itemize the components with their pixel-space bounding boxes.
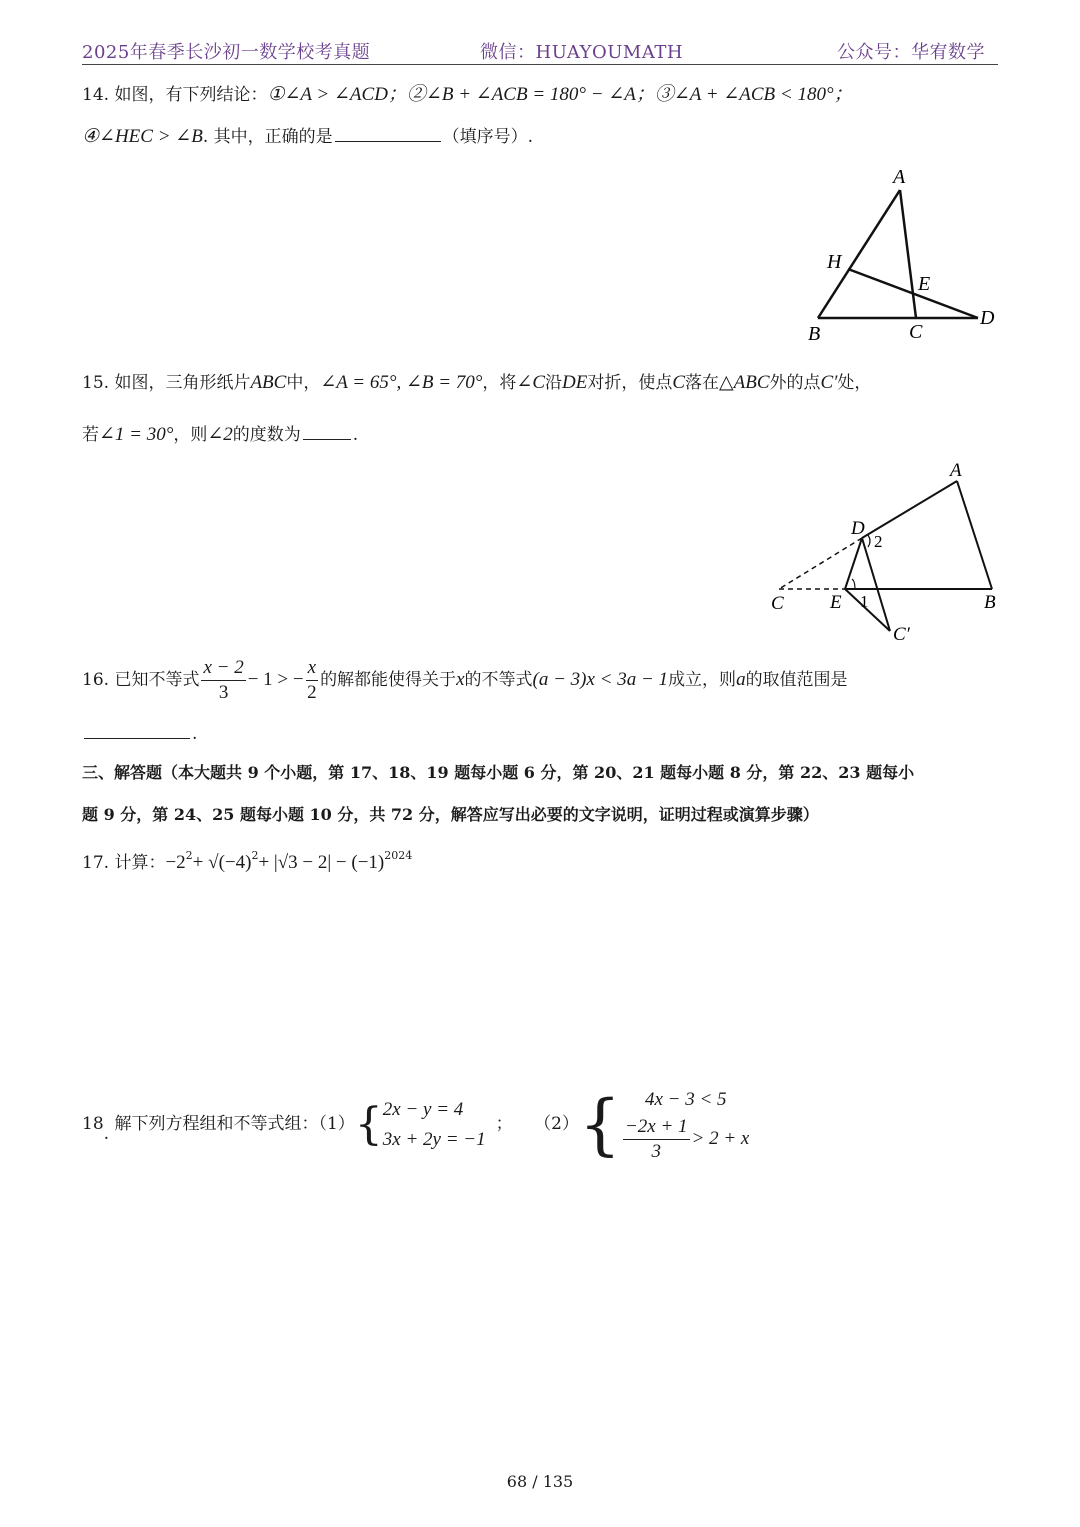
- q18-dot: .: [103, 1124, 110, 1144]
- q18-part2-eq1: 4x − 3 < 5: [644, 1089, 727, 1110]
- q14-number: 14.: [82, 85, 110, 105]
- q14-line1: [82, 83, 853, 107]
- q15-text: 处，: [837, 373, 872, 393]
- q18-part2-num: −2x + 1: [623, 1115, 690, 1140]
- q16-line2: [82, 722, 197, 746]
- q15-text: 落在: [685, 373, 720, 393]
- q14-conclusion-4: ④∠HEC > ∠B: [82, 126, 203, 147]
- q14-line2: [82, 125, 533, 149]
- q14-label-B: B: [808, 323, 821, 345]
- q18-part1-system: [383, 1095, 486, 1155]
- q16-var-a: a: [736, 669, 746, 690]
- q14-intro: 如图，有下列结论：: [114, 85, 268, 105]
- q17-term3: + |√3 − 2| − (−1): [258, 852, 385, 873]
- q16-frac1-den: 3: [218, 682, 229, 703]
- q16-text: 已知不等式: [114, 670, 200, 690]
- q18-part2-fraction: [623, 1115, 690, 1164]
- q15-label-2: 2: [874, 532, 883, 551]
- q16-number: 16.: [82, 670, 110, 690]
- q16-text: .: [192, 724, 198, 744]
- q18-part2-label: （2）: [542, 1114, 579, 1134]
- q14-label-E: E: [918, 273, 931, 295]
- q15-text: 中，: [286, 373, 321, 393]
- q15-label-B: B: [984, 592, 996, 613]
- q14-conclusion-1: ①∠A > ∠ACD；: [267, 84, 407, 105]
- q14-figure: [790, 160, 1010, 350]
- q15-label-D: D: [851, 518, 865, 539]
- q16-text: 的解都能使得关于: [320, 670, 457, 690]
- q14-conclusion-2: ②∠B + ∠ACB = 180° − ∠A；: [406, 84, 655, 105]
- header-account: 公众号：华宥数学: [837, 42, 985, 63]
- q18-part2-brace: {: [578, 1085, 621, 1163]
- q18-line: [82, 1085, 749, 1164]
- q16-fraction-2: [306, 656, 318, 705]
- q17-term3-exp: 2024: [384, 849, 413, 862]
- q15-text: 外的点: [769, 373, 821, 393]
- q18-part2-rhs: > 2 + x: [691, 1127, 750, 1149]
- q18-part1-label: （1）: [318, 1114, 355, 1134]
- q15-label-1: 1: [860, 592, 869, 611]
- q18-part2-system: [621, 1085, 749, 1164]
- q15-text: 若: [82, 425, 99, 445]
- q15-label-C-prime: C′: [893, 624, 910, 645]
- header-wechat: 微信：HUAYOUMATH: [480, 42, 684, 63]
- q16-inequality: (a − 3)x < 3a − 1: [532, 669, 669, 690]
- q15-point-c-prime: C′: [820, 372, 838, 393]
- q14-hint: （填序号）.: [442, 127, 534, 147]
- q16-frac1-num: x − 2: [201, 656, 245, 681]
- q15-text: 沿: [545, 373, 562, 393]
- section3-heading-line1: 三、解答题（本大题共 9 个小题，第 17、18、19 题每小题 6 分，第 20、21 题每小题 8 分，第 22、23 题每小: [82, 763, 915, 782]
- q17-label: 计算：: [114, 853, 166, 873]
- q18-separator: ；: [495, 1114, 513, 1134]
- q16-frac2-den: 2: [307, 682, 317, 703]
- header-title: 2025年春季长沙初一数学校考真题: [82, 42, 371, 63]
- q18-part2-den: 3: [651, 1141, 661, 1162]
- q16-var-x: x: [456, 669, 465, 690]
- q17-term1: −2: [165, 852, 186, 873]
- q15-label-E: E: [830, 592, 842, 613]
- q15-text: .: [352, 425, 359, 445]
- q15-triangle-name: ABC: [250, 372, 287, 393]
- q15-angle-c: ∠C: [516, 372, 545, 393]
- q18-part1-eq2: 3x + 2y = −1: [382, 1128, 486, 1150]
- q15-given-angles: ∠A = 65°, ∠B = 70°: [320, 372, 483, 393]
- q14-label-H: H: [827, 251, 842, 273]
- q15-angle-1: ∠1 = 30°: [99, 424, 174, 445]
- q15-label-C: C: [771, 593, 784, 614]
- q15-angle-2: ∠2: [207, 424, 233, 445]
- q16-mid: − 1 > −: [247, 669, 304, 690]
- q14-label-A: A: [893, 166, 906, 188]
- q15-label-A: A: [950, 460, 962, 481]
- q15-answer-blank[interactable]: [303, 438, 351, 440]
- q16-line1: [82, 654, 848, 706]
- q16-text: 的不等式: [464, 670, 533, 690]
- q16-answer-blank[interactable]: [84, 737, 190, 739]
- q15-text: 对折，使点: [587, 373, 673, 393]
- q15-triangle: △ABC: [719, 372, 770, 393]
- page-number: 68 / 135: [506, 1472, 574, 1491]
- q18-part1-eq1: 2x − y = 4: [382, 1098, 464, 1120]
- q16-fraction-1: [201, 656, 245, 705]
- q15-fold-line: DE: [562, 372, 588, 393]
- q17-term2: + √(−4): [192, 852, 252, 873]
- q15-text: ，则: [173, 425, 208, 445]
- q15-figure: [765, 455, 1045, 655]
- q15-point-c: C: [672, 372, 686, 393]
- q16-text: 的取值范围是: [745, 670, 848, 690]
- q16-frac2-num: x: [306, 656, 318, 681]
- header-rule: [82, 64, 998, 65]
- q16-text: 成立，则: [668, 670, 737, 690]
- q15-text: ，将: [482, 373, 517, 393]
- q18-label: 解下列方程组和不等式组：: [114, 1114, 319, 1134]
- q14-question: . 其中，正确的是: [202, 127, 333, 147]
- q15-line1: [82, 371, 871, 395]
- section3-heading-line2: 题 9 分，第 24、25 题每小题 10 分，共 72 分，解答应写出必要的文字说明，证明过程或演算步骤）: [82, 805, 819, 824]
- q14-label-D: D: [980, 307, 995, 329]
- q15-number: 15.: [82, 373, 110, 393]
- q15-text: 的度数为: [232, 425, 301, 445]
- q17-number: 17.: [82, 853, 110, 873]
- q18-part2-eq2: [621, 1115, 749, 1164]
- q17-line: [82, 851, 412, 877]
- q14-label-C: C: [909, 321, 923, 343]
- q18-part1-brace: {: [354, 1098, 383, 1150]
- q18-number: 18: [82, 1114, 104, 1134]
- q14-answer-blank[interactable]: [335, 140, 441, 142]
- q14-conclusion-3: ③∠A + ∠ACB < 180°；: [654, 84, 853, 105]
- q15-text: 如图，三角形纸片: [114, 373, 251, 393]
- q17-term1-exp: 2: [185, 849, 193, 862]
- q17-term2-exp: 2: [251, 849, 259, 862]
- q15-line2: [82, 423, 358, 447]
